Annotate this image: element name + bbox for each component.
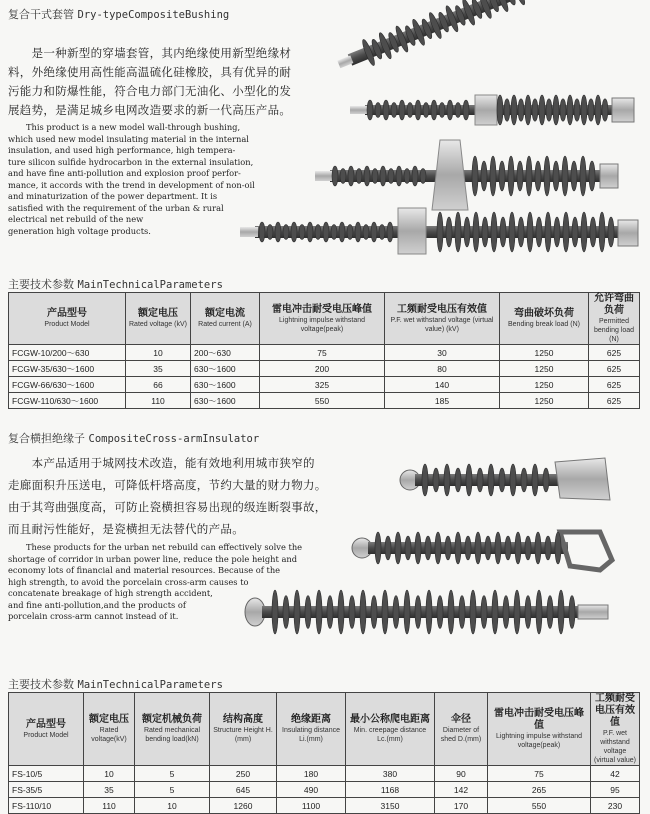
insulator-shed [572,217,578,247]
insulator-shed [490,156,496,196]
insulator-shed [349,596,355,629]
insulator-shed [562,156,568,196]
insulator-shed [517,161,523,191]
table-row: FCGW-35/630～1600 35 630～1600 200 80 1250 625 [9,361,640,377]
insulator-shed [475,532,481,564]
insulator-shed [283,596,289,629]
shed-group [361,0,544,67]
insulator-shed [404,169,410,184]
insulator-shed [563,212,569,252]
table1-header-break: 弯曲破坏负荷 Bending break load (N) [500,293,589,345]
insulator-shed [435,532,441,564]
insulator-shed [581,212,587,252]
insulator-shed [383,100,389,120]
insulator-shed [316,590,322,634]
insulator-shed [521,468,527,492]
insulator-shed [514,590,520,634]
insulator-shed [437,212,443,252]
insulator-shed [275,222,281,242]
insulator-shed [331,225,337,240]
insulator-shed [455,468,461,492]
insulator-shed [388,169,394,184]
insulator-shed [525,596,531,629]
insulator-shed [393,596,399,629]
insulator-shed [518,217,524,247]
insulator-shed [544,156,550,196]
insulator-shed [510,464,516,496]
insulator-shed [391,103,397,118]
insulator-shed [535,532,541,564]
insulator-shed [571,161,577,191]
insulator-shed [511,95,517,125]
insulator-shed [294,590,300,634]
insulator-shed [415,100,421,120]
table2-header-shed: 伞径 Diameter of shed D.(mm) [435,693,488,766]
insulator-shed [407,103,413,118]
insulator-shed [405,536,411,560]
insulator-shed [412,166,418,186]
table-row: FS-110/10 110 10 1260 1100 3150 170 550 230 [9,798,640,814]
table2-header-insulating: 绝缘距离 Insulating distance Li.(mm) [277,693,346,766]
table1-header-model: 产品型号 Product Model [9,293,126,345]
table1-header-voltage: 额定电压 Rated voltage (kV) [126,293,191,345]
insulator-shed [560,99,566,122]
insulator-shed [431,100,437,120]
insulator-shed [259,222,265,242]
insulator-shed [536,590,542,634]
insulator-shed [307,222,313,242]
insulator-shed [332,166,338,186]
insulator-shed [503,596,509,629]
insulator-shed [527,212,533,252]
insulator-shed [525,95,531,125]
table1-header-current: 额定电流 Rated current (A) [191,293,260,345]
insulator-shed [515,532,521,564]
insulator-shed [558,590,564,634]
insulator-shed [355,222,361,242]
insulator-shed [375,103,381,118]
insulator-shed [504,99,510,122]
insulator-shed [339,222,345,242]
insulator-shed [466,464,472,496]
insulator-shed [399,100,405,120]
insulator-shed [455,103,461,118]
section1-en-paragraph: This product is a new model wall-through bushing, which used new model insulating material in the internal insulation, and used high performance, high tempera- ture silicon sulfide hydrocarbon in the external insulation, and have fine anti-pollution and explosion proof perfor- mance, it accords with the trend in development of non-oil and minaturization of the power department. It is satisfied with the requirement of the urban & rural electrical net rebuild of the new generation high voltage products. [8,122,255,236]
insulator-shed [382,590,388,634]
insulator-shed [347,225,353,240]
insulator-shed [545,536,551,560]
insulator-shed [488,464,494,496]
insulator-shed [482,217,488,247]
insulator-shed [470,590,476,634]
table1-title: 主要技术参数 MainTechnicalParameters [8,278,223,291]
insulator-shed [569,596,575,629]
insulator-shed [508,156,514,196]
section2-en-paragraph: These products for the urban net rebuild can effectively solve the shortage of corridor in urban power line, reduce the pole height and economy lots of financial and material resources. Because of the high strength, to avoid the porcelain cross-arm causes to concatenate breakage of high strength accident, and fine anti-pollution,and the products of porcelain cross-arm cannot instead of it. [8,542,303,621]
insulator-shed [363,225,369,240]
insulator-shed [581,95,587,125]
insulator-shed [327,596,333,629]
insulator-shed [283,225,289,240]
insulator-shed [532,99,538,122]
table-row: FS-10/5 10 5 250 180 380 90 75 42 [9,766,640,782]
insulator-shed [526,156,532,196]
insulator-shed [588,99,594,122]
table1 [8,292,640,409]
insulator-shed [425,536,431,560]
insulator-shed [360,590,366,634]
insulator-shed [291,222,297,242]
insulator-shed [485,536,491,560]
insulator-shed [445,536,451,560]
insulator-shed [495,532,501,564]
insulator-shed [447,100,453,120]
insulator-shed [477,468,483,492]
insulator-shed [404,590,410,634]
table2-header-pf: 工频耐受电压有效值 P.F. wet withstand voltage (virtual value) [591,693,640,766]
table2-title: 主要技术参数 MainTechnicalParameters [8,678,223,691]
insulator-shed [553,161,559,191]
insulator-shed [518,99,524,122]
insulator-shed [574,99,580,122]
table1-header-lightning: 雷电冲击耐受电压峰值 Lightning impulse withstand voltage(peak) [260,293,385,345]
insulator-shed [338,590,344,634]
insulator-shed [396,166,402,186]
insulator-shed [415,532,421,564]
insulator-shed [536,217,542,247]
table-row: FCGW-10/200～630 10 200～630 75 30 1250 625 [9,345,640,361]
insulator-shed [455,532,461,564]
section2-cn-paragraph: 本产品适用于城网技术改造，能有效地利用城市狭窄的 走廊面积升压送电，可降低杆塔高度，节约大量的财力物力。 由于其弯曲强度高，可防止瓷横担容易出现的级连断裂事故， 而且耐污性能好，是瓷横担无法替代的产品。 [8,456,327,536]
insulator-shed [608,217,614,247]
insulator-shed [323,222,329,242]
insulator-shed [543,468,549,492]
insulator-shed [500,217,506,247]
insulator-shed [463,100,469,120]
insulator-shed [315,225,321,240]
insulator-shed [464,217,470,247]
insulator-shed [554,217,560,247]
insulator-shed [439,103,445,118]
insulator-shed [492,590,498,634]
insulator-shed [433,468,439,492]
section1-title: 复合干式套管 Dry-typeCompositeBushing [8,8,230,21]
insulator-shed [371,222,377,242]
table2-header-creepage: 最小公称爬电距离 Min. creepage distance Lc.(mm) [346,693,435,766]
insulator-shed [340,169,346,184]
insulator-shed [272,590,278,634]
table2-header-height: 结构高度 Structure Height H.(mm) [210,693,277,766]
table2-header-voltage: 额定电压 Rated voltage(kV) [84,693,135,766]
table-row: FCGW-110/630～1600 110 630～1600 550 185 1250 625 [9,393,640,409]
insulator-shed [459,596,465,629]
insulator-shed [426,590,432,634]
insulator-shed [465,536,471,560]
table2-header-load: 额定机械负荷 Rated mechanical bending load(kN) [135,693,210,766]
insulator-shed [422,464,428,496]
bushing-illustrations [0,0,650,270]
insulator-shed [372,169,378,184]
insulator-shed [423,103,429,118]
insulator-shed [444,464,450,496]
insulator-shed [364,166,370,186]
insulator-shed [481,596,487,629]
insulator-shed [499,161,505,191]
insulator-shed [602,99,608,122]
table2 [8,692,640,814]
insulator-shed [267,225,273,240]
insulator-shed [299,225,305,240]
insulator-shed [590,217,596,247]
insulator-shed [553,95,559,125]
insulator-shed [509,212,515,252]
insulator-shed [446,217,452,247]
insulator-shed [499,468,505,492]
insulator-shed [546,99,552,122]
insulator-shed [532,464,538,496]
insulator-shed [599,212,605,252]
insulator-shed [497,95,503,125]
table2-header-model: 产品型号 Product Model [9,693,84,766]
insulator-shed [455,212,461,252]
insulator-shed [348,166,354,186]
insulator-shed [305,596,311,629]
table1-header-permitted: 允许弯曲负荷 Permitted bending load (N) [589,293,640,345]
crossarm-illustrations [0,440,650,670]
insulator-shed [539,95,545,125]
insulator-shed [481,161,487,191]
insulator-shed [535,161,541,191]
insulator-shed [505,536,511,560]
insulator-shed [580,156,586,196]
table-row: FS-35/5 35 5 645 490 1168 142 265 95 [9,782,640,798]
insulator-shed [589,161,595,191]
section2-title: 复合横担绝缘子 CompositeCross-armInsulator [8,432,260,445]
insulator-shed [567,95,573,125]
table2-header-lightning: 雷电冲击耐受电压峰值 Lightning impulse withstand voltage(peak) [488,693,591,766]
insulator-shed [525,536,531,560]
table1-header-pf: 工频耐受电压有效值 P.F. wet withstand voltage (virtual value) (kV) [385,293,500,345]
insulator-shed [448,590,454,634]
insulator-shed [415,596,421,629]
insulator-shed [595,95,601,125]
insulator-shed [371,596,377,629]
insulator-shed [387,222,393,242]
insulator-shed [555,532,561,564]
insulator-shed [547,596,553,629]
insulator-shed [420,169,426,184]
insulator-shed [473,212,479,252]
insulator-shed [472,156,478,196]
insulator-shed [491,212,497,252]
section1-cn-paragraph: 是一种新型的穿墙套管，其内绝缘使用新型绝缘材 料，外绝缘使用高性能高温硫化硅橡胶，具有优异的耐 污能力和防爆性能，符合电力部门无油化、小型化的发 展趋势，是满足城乡电网改造要求的新一代高压产品。 [8,46,292,117]
insulator-shed [380,166,386,186]
insulator-shed [379,225,385,240]
insulator-shed [367,100,373,120]
insulator-shed [395,532,401,564]
insulator-shed [545,212,551,252]
table-row: FCGW-66/630～1600 66 630～1600 325 140 1250 625 [9,377,640,393]
insulator-shed [437,596,443,629]
insulator-shed [375,532,381,564]
insulator-shed [356,169,362,184]
shed-group [259,222,393,242]
insulator-shed [385,536,391,560]
